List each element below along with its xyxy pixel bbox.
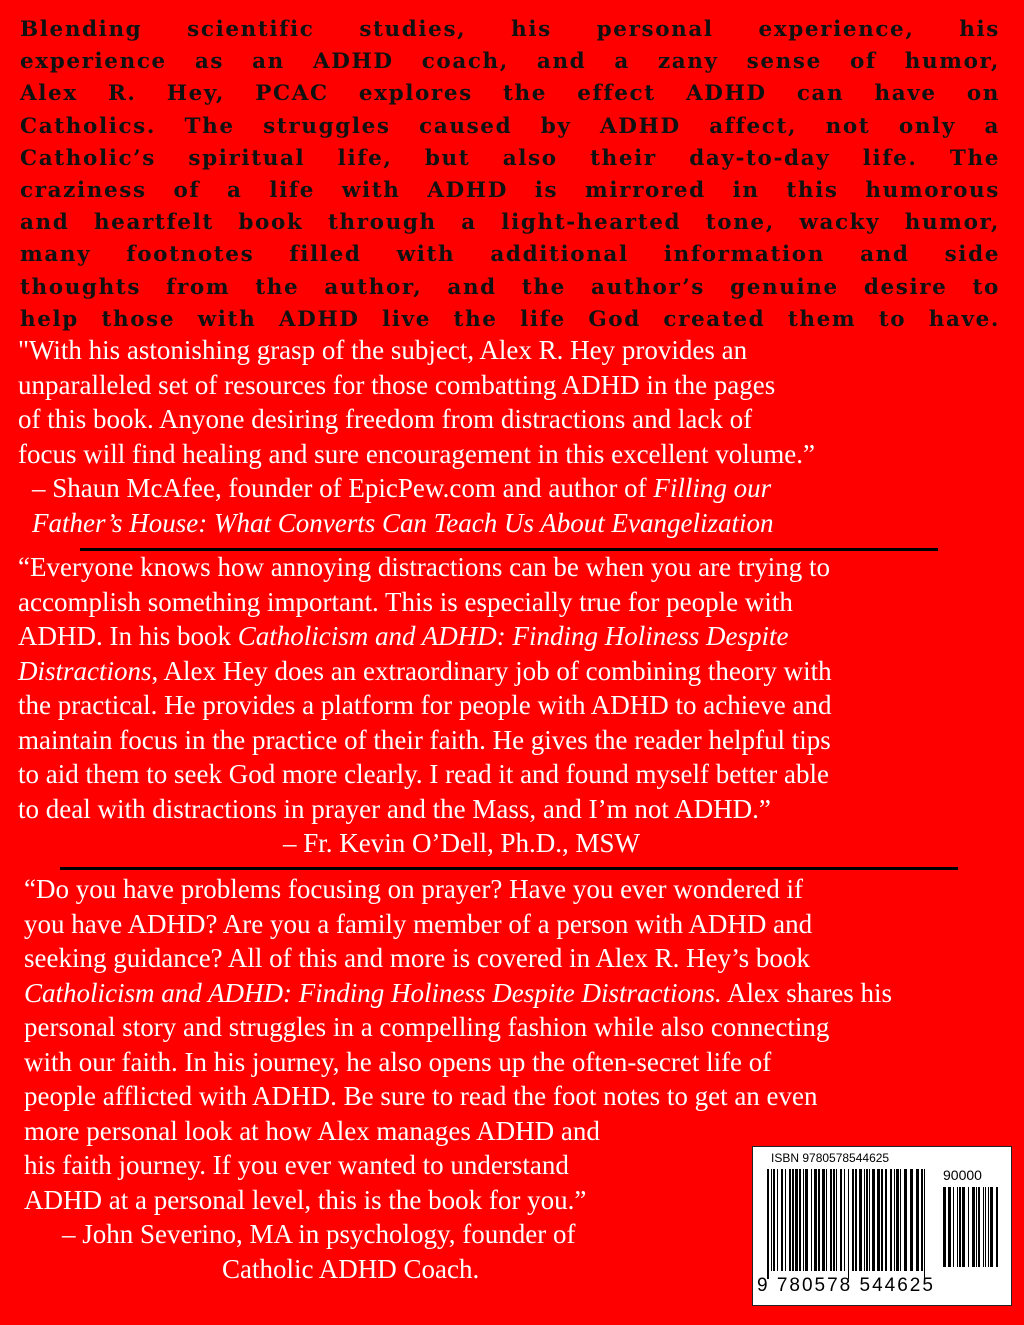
endorsement-line: of this book. Anyone desiring freedom from distractions and lack of [18,404,753,434]
price-barcode-bars [943,1187,1001,1275]
endorsement-line: Catholicism and ADHD: Finding Holiness Despite Distractions. Alex shares his [24,977,892,1008]
endorsement-line: accomplish something important. This is especially true for people with [18,586,793,617]
endorsement-line: “Everyone knows how annoying distractions can be when you are trying to [18,552,831,582]
endorsement-line: Distractions, Alex Hey does an extraordinary job of combining theory with [18,655,832,686]
endorsement-line: his faith journey. If you ever wanted to understand [24,1150,569,1180]
endorsement-line: personal story and struggles in a compelling fashion while also connecting [24,1012,830,1042]
blurb-line: many footnotes filled with additional information and side [20,242,1000,268]
endorsement-line: maintain focus in the practice of their faith. He gives the reader helpful tips [18,724,831,755]
endorsement-line: you have ADHD? Are you a family member of a person with ADHD and [24,908,813,939]
blurb-line: Alex R. Hey, PCAC explores the effect ADHD can have on [20,81,1000,107]
endorsement-line: ADHD at a personal level, this is the book for you.” [24,1184,587,1215]
blurb-line: thoughts from the author, and the author’s genuine desire to [20,274,1000,300]
endorsement-line: unparalleled set of resources for those combatting ADHD in the pages [18,369,776,400]
endorsement-attribution: – Shaun McAfee, founder of EpicPew.com and author of Filling our [32,473,772,503]
endorsement-attribution-title: Father’s House: What Converts Can Teach Us About Evangelization [32,507,774,538]
endorsement-attribution: Catholic ADHD Coach. [222,1253,480,1284]
isbn-label: ISBN 9780578544625 [771,1151,890,1165]
isbn-digits: 9 780578 544625 [757,1275,935,1296]
blurb-line: experience as an ADHD coach, and a zany sense of humor, [20,49,1000,75]
endorsement-line: the practical. He provides a platform for people with ADHD to achieve and [18,690,832,720]
endorsement-attribution: – John Severino, MA in psychology, founder of [62,1219,576,1249]
barcode-bars [767,1169,927,1279]
blurb-line: Blending scientific studies, his personal experience, his [20,17,1000,42]
endorsement-line: to aid them to seek God more clearly. I read it and found myself better able [18,759,829,789]
endorsement-line: to deal with distractions in prayer and the Mass, and I’m not ADHD.” [18,793,771,824]
endorsement-attribution: – Fr. Kevin O’Dell, Ph.D., MSW [283,828,640,858]
endorsement-line: ADHD. In his book Catholicism and ADHD: Finding Holiness Despite [18,621,789,651]
blurb-line: Catholic’s spiritual life, but also their day-to-day life. The [20,145,1000,171]
endorsement-line: "With his astonishing grasp of the subject, Alex R. Hey provides an [18,335,748,365]
blurb-line: and heartfelt book through a light-hearted tone, wacky humor, [20,210,1000,236]
endorsement-line: with our faith. In his journey, he also opens up the often-secret life of [24,1046,772,1077]
endorsement-line: people afflicted with ADHD. Be sure to read the foot notes to get an even [24,1081,818,1111]
endorsement-mcafee [18,333,1008,540]
blurb-line: craziness of a life with ADHD is mirrored in this humorous [20,178,1000,204]
blurb-line: help those with ADHD live the life God created them to have. [20,306,1000,332]
endorsement-line: focus will find healing and sure encouragement in this excellent volume.” [18,438,816,469]
back-cover-blurb [20,14,1000,336]
section-divider [60,867,958,870]
blurb-line: Catholics. The struggles caused by ADHD affect, not only a [20,113,1000,139]
endorsement-odell [18,550,1008,861]
endorsement-line: seeking guidance? All of this and more is covered in Alex R. Hey’s book [24,943,810,973]
price-code: 90000 [943,1167,982,1183]
isbn-barcode [752,1146,1012,1306]
endorsement-line: more personal look at how Alex manages ADHD and [24,1115,600,1146]
endorsement-line: “Do you have problems focusing on prayer? Have you ever wondered if [24,874,803,904]
